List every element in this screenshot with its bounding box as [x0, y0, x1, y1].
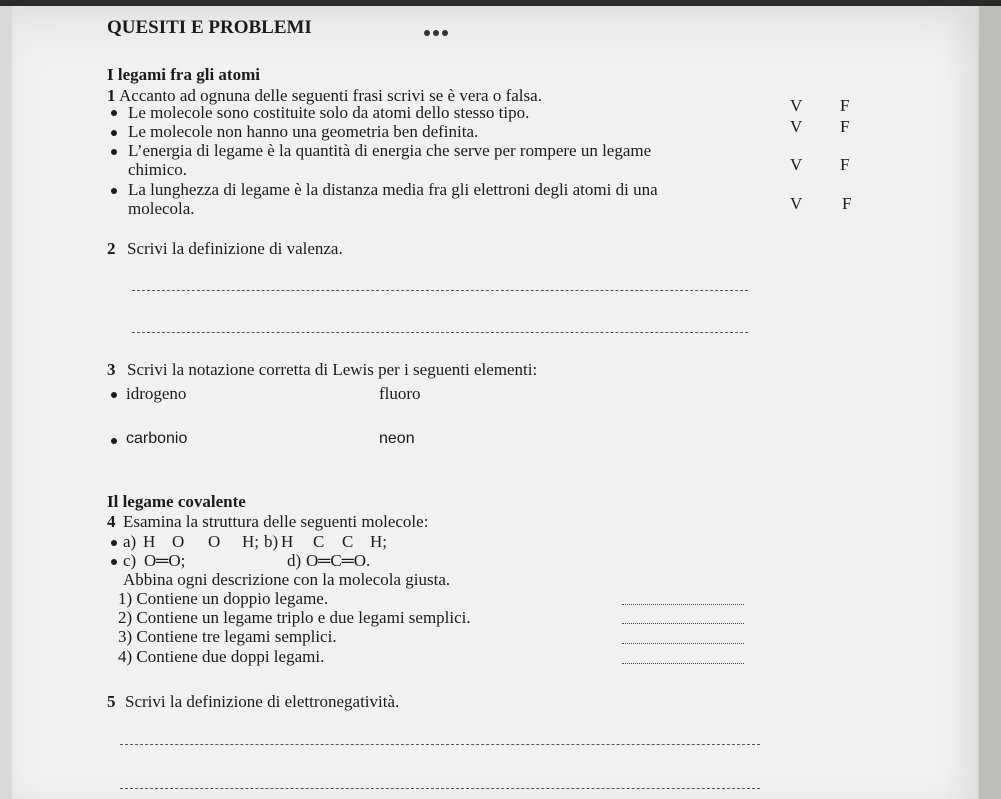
- q1-item-2-true[interactable]: V: [790, 117, 803, 136]
- q5-prompt: Scrivi la definizione di elettronegatività.: [125, 692, 400, 711]
- q1-item-2: Le molecole non hanno una geometria ben definita.: [128, 122, 479, 141]
- answer-line[interactable]: [120, 788, 760, 789]
- bullet: [111, 130, 117, 136]
- q1-prompt: Accanto ad ognuna delle seguenti frasi scrivi se è vera o falsa.: [119, 86, 542, 105]
- element-idrogeno: idrogeno: [126, 384, 187, 403]
- q4-instruction: Abbina ogni descrizione con la molecola giusta.: [123, 570, 451, 589]
- q1-item-1-true[interactable]: V: [790, 96, 803, 115]
- q4-number: 4: [107, 512, 116, 531]
- bullet: [111, 540, 117, 546]
- q3-number: 3: [107, 360, 116, 379]
- q2-prompt: Scrivi la definizione di valenza.: [127, 239, 343, 258]
- q1-item-4-line2: molecola.: [128, 199, 195, 218]
- q1-item-4-line1: La lunghezza di legame è la distanza media fra gli elettroni degli atomi di una: [128, 180, 658, 199]
- q1-item-1-false[interactable]: F: [840, 96, 850, 115]
- bullet: [111, 559, 117, 565]
- section-title-legami: I legami fra gli atomi: [107, 65, 260, 84]
- bullet: [111, 149, 117, 155]
- q3-prompt: Scrivi la notazione corretta di Lewis per i seguenti elementi:: [127, 360, 538, 379]
- molecule-a-atom: H;: [242, 532, 259, 551]
- q1-item-4-true[interactable]: V: [790, 194, 803, 213]
- answer-line[interactable]: [132, 290, 748, 291]
- match-3: 3) Contiene tre legami semplici.: [118, 627, 337, 646]
- q1-item-3-false[interactable]: F: [840, 155, 850, 174]
- q1-item-2-false[interactable]: F: [840, 117, 850, 136]
- element-fluoro: fluoro: [379, 384, 421, 403]
- match-2: 2) Contiene un legame triplo e due legami semplici.: [118, 608, 471, 627]
- match-3-answer-line[interactable]: [622, 643, 744, 644]
- molecule-c-formula: O═O;: [144, 551, 186, 570]
- element-carbonio: carbonio: [126, 430, 188, 447]
- match-1-answer-line[interactable]: [622, 604, 744, 605]
- molecule-b-atom: H;: [370, 532, 387, 551]
- q4-prompt: Esamina la struttura delle seguenti molecole:: [123, 512, 429, 531]
- background-edge: [979, 6, 1001, 799]
- page-title: QUESITI E PROBLEMI: [107, 17, 312, 38]
- molecule-d-formula: O═C═O.: [306, 551, 371, 570]
- bullet: [111, 110, 117, 116]
- molecule-a-atom: O: [172, 532, 185, 551]
- element-neon: neon: [379, 430, 415, 447]
- molecule-b-atom: C: [342, 532, 354, 551]
- bullet: [111, 392, 117, 398]
- molecule-a-atom: H: [143, 532, 156, 551]
- bullet: [111, 188, 117, 194]
- match-2-answer-line[interactable]: [622, 623, 744, 624]
- q2-number: 2: [107, 239, 116, 258]
- worksheet-page: [12, 6, 977, 799]
- q1-item-3-line2: chimico.: [128, 160, 188, 179]
- molecule-b-label: b): [264, 532, 279, 551]
- molecule-a-label: a): [123, 532, 137, 551]
- molecule-c-label: c): [123, 551, 137, 570]
- q1-item-3-line1: L’energia di legame è la quantità di energia che serve per rompere un legame: [128, 141, 652, 160]
- q5-number: 5: [107, 692, 116, 711]
- q1-number: 1: [107, 86, 116, 105]
- decorative-dots-icon: [424, 23, 451, 41]
- q1-item-4-false[interactable]: F: [842, 194, 852, 213]
- molecule-b-atom: C: [313, 532, 325, 551]
- bullet: [111, 438, 117, 444]
- section-title-covalente: Il legame covalente: [107, 492, 246, 511]
- match-4-answer-line[interactable]: [622, 663, 744, 664]
- molecule-a-atom: O: [208, 532, 221, 551]
- q1-item-3-true[interactable]: V: [790, 155, 803, 174]
- answer-line[interactable]: [132, 332, 748, 333]
- match-4: 4) Contiene due doppi legami.: [118, 647, 325, 666]
- molecule-b-atom: H: [281, 532, 294, 551]
- answer-line[interactable]: [120, 744, 760, 745]
- molecule-d-label: d): [287, 551, 302, 570]
- q1-item-1: Le molecole sono costituite solo da atomi dello stesso tipo.: [128, 103, 530, 122]
- match-1: 1) Contiene un doppio legame.: [118, 589, 329, 608]
